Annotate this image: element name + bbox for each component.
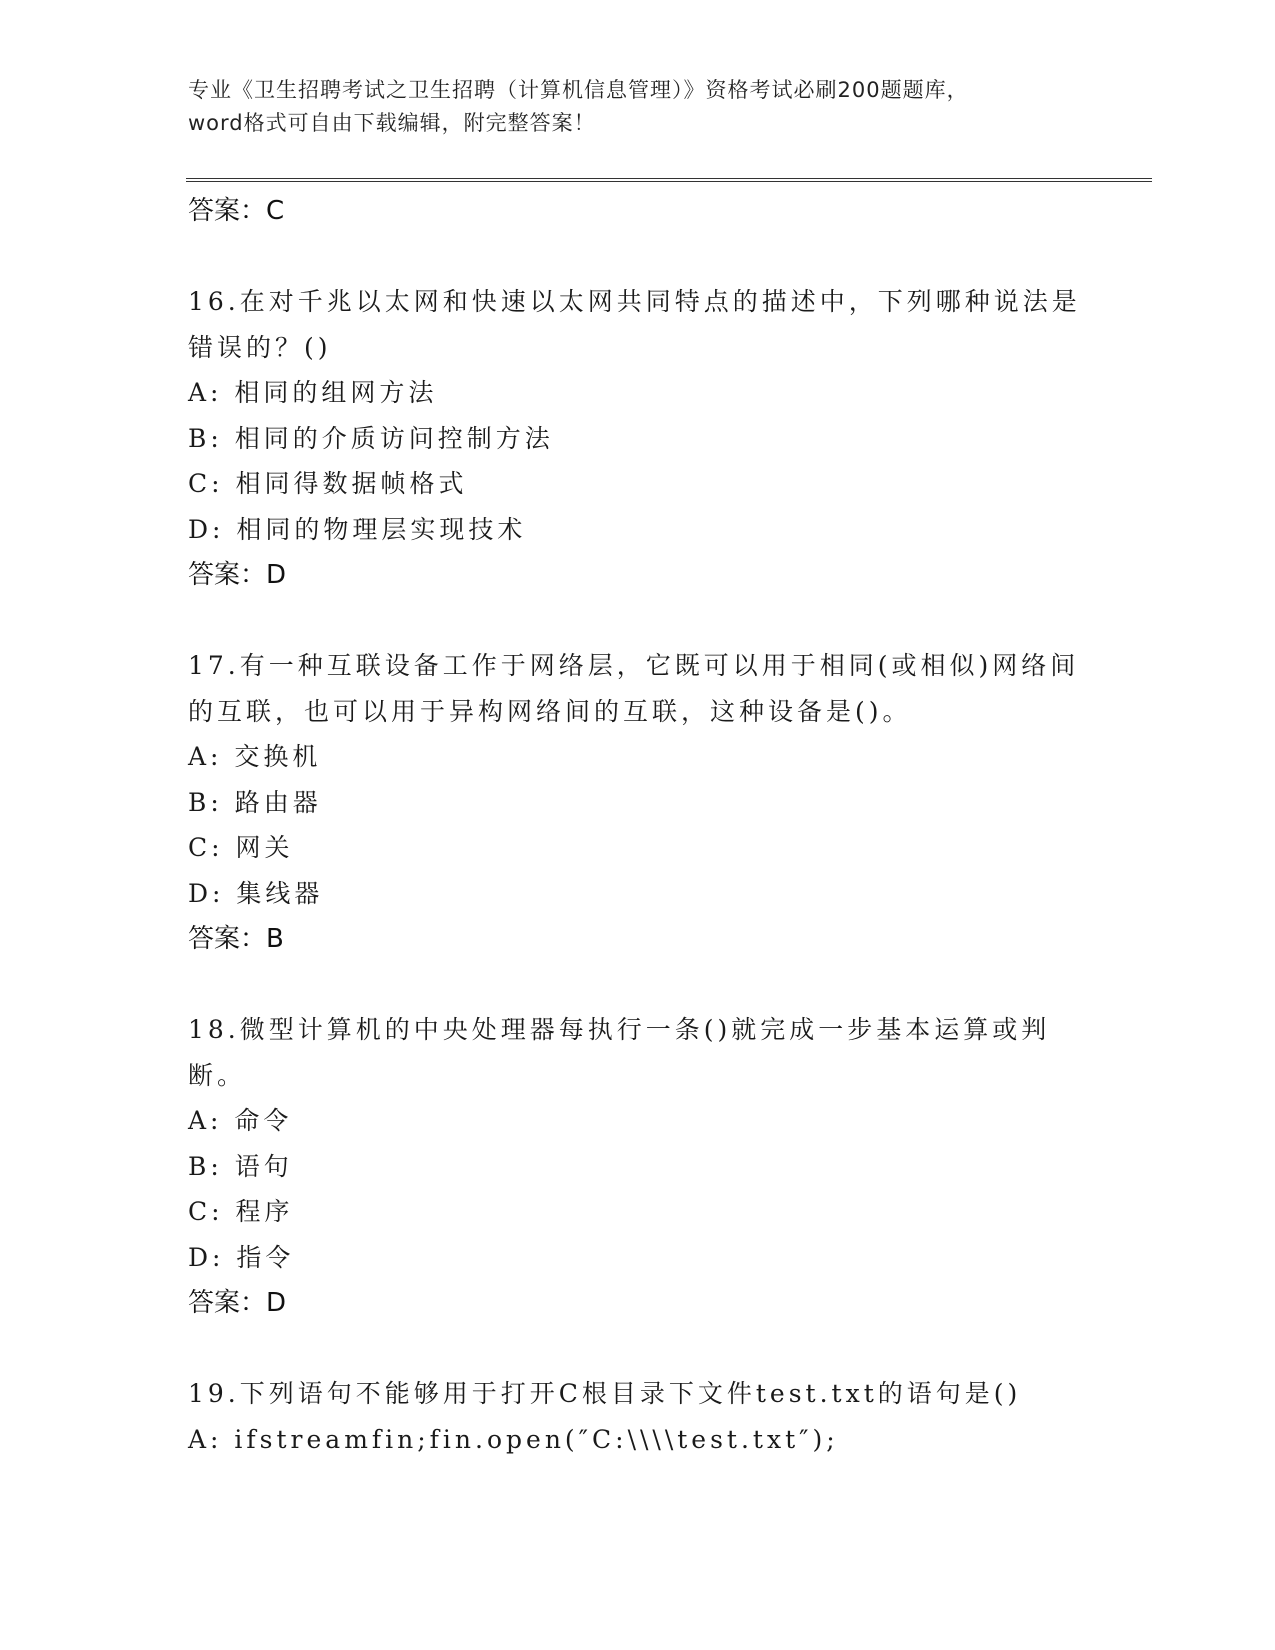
option-d: D: 集线器 <box>188 878 324 908</box>
answer-label: 答案：D <box>188 560 287 590</box>
question-text: 19.下列语句不能够用于打开C根目录下文件test.txt的语句是() <box>188 1379 1022 1408</box>
option-a: A: 相同的组网方法 <box>188 378 438 407</box>
answer-label: 答案：C <box>188 196 285 226</box>
question-list <box>188 188 1088 1462</box>
question-text: 16.在对千兆以太网和快速以太网共同特点的描述中，下列哪种说法是错误的？() <box>188 287 1081 362</box>
option-d: D: 指令 <box>188 1242 295 1272</box>
option-b: B: 路由器 <box>188 787 322 817</box>
question-text: 17.有一种互联设备工作于网络层，它既可以用于相同(或相似)网络间的互联，也可以用于异构网络间的互联，这种设备是()。 <box>188 651 1080 726</box>
option-a: A: 命令 <box>188 1106 293 1135</box>
option-b: B: 相同的介质访问控制方法 <box>188 423 554 453</box>
header-divider <box>186 178 1152 182</box>
header-line-1: 专业《卫生招聘考试之卫生招聘（计算机信息管理）》资格考试必刷200题题库， <box>188 78 969 102</box>
question-17 <box>188 643 1088 962</box>
option-c: C: 网关 <box>188 833 294 862</box>
option-c: C: 程序 <box>188 1197 294 1226</box>
question-16 <box>188 279 1088 598</box>
document-header <box>188 74 1088 140</box>
option-c: C: 相同得数据帧格式 <box>188 469 468 498</box>
question-18 <box>188 1007 1088 1326</box>
question-19 <box>188 1371 1088 1462</box>
option-d: D: 相同的物理层实现技术 <box>188 514 527 544</box>
answer-label: 答案：B <box>188 924 284 954</box>
answer-label: 答案：D <box>188 1288 287 1318</box>
option-a: A: 交换机 <box>188 742 322 771</box>
header-line-2: word格式可自由下载编辑，附完整答案！ <box>188 111 596 135</box>
question-text: 18.微型计算机的中央处理器每执行一条()就完成一步基本运算或判断。 <box>188 1015 1051 1090</box>
option-b: B: 语句 <box>188 1151 293 1181</box>
option-a: A: ifstreamfin;fin.open(″C:\\\\test.txt″); <box>188 1424 839 1454</box>
